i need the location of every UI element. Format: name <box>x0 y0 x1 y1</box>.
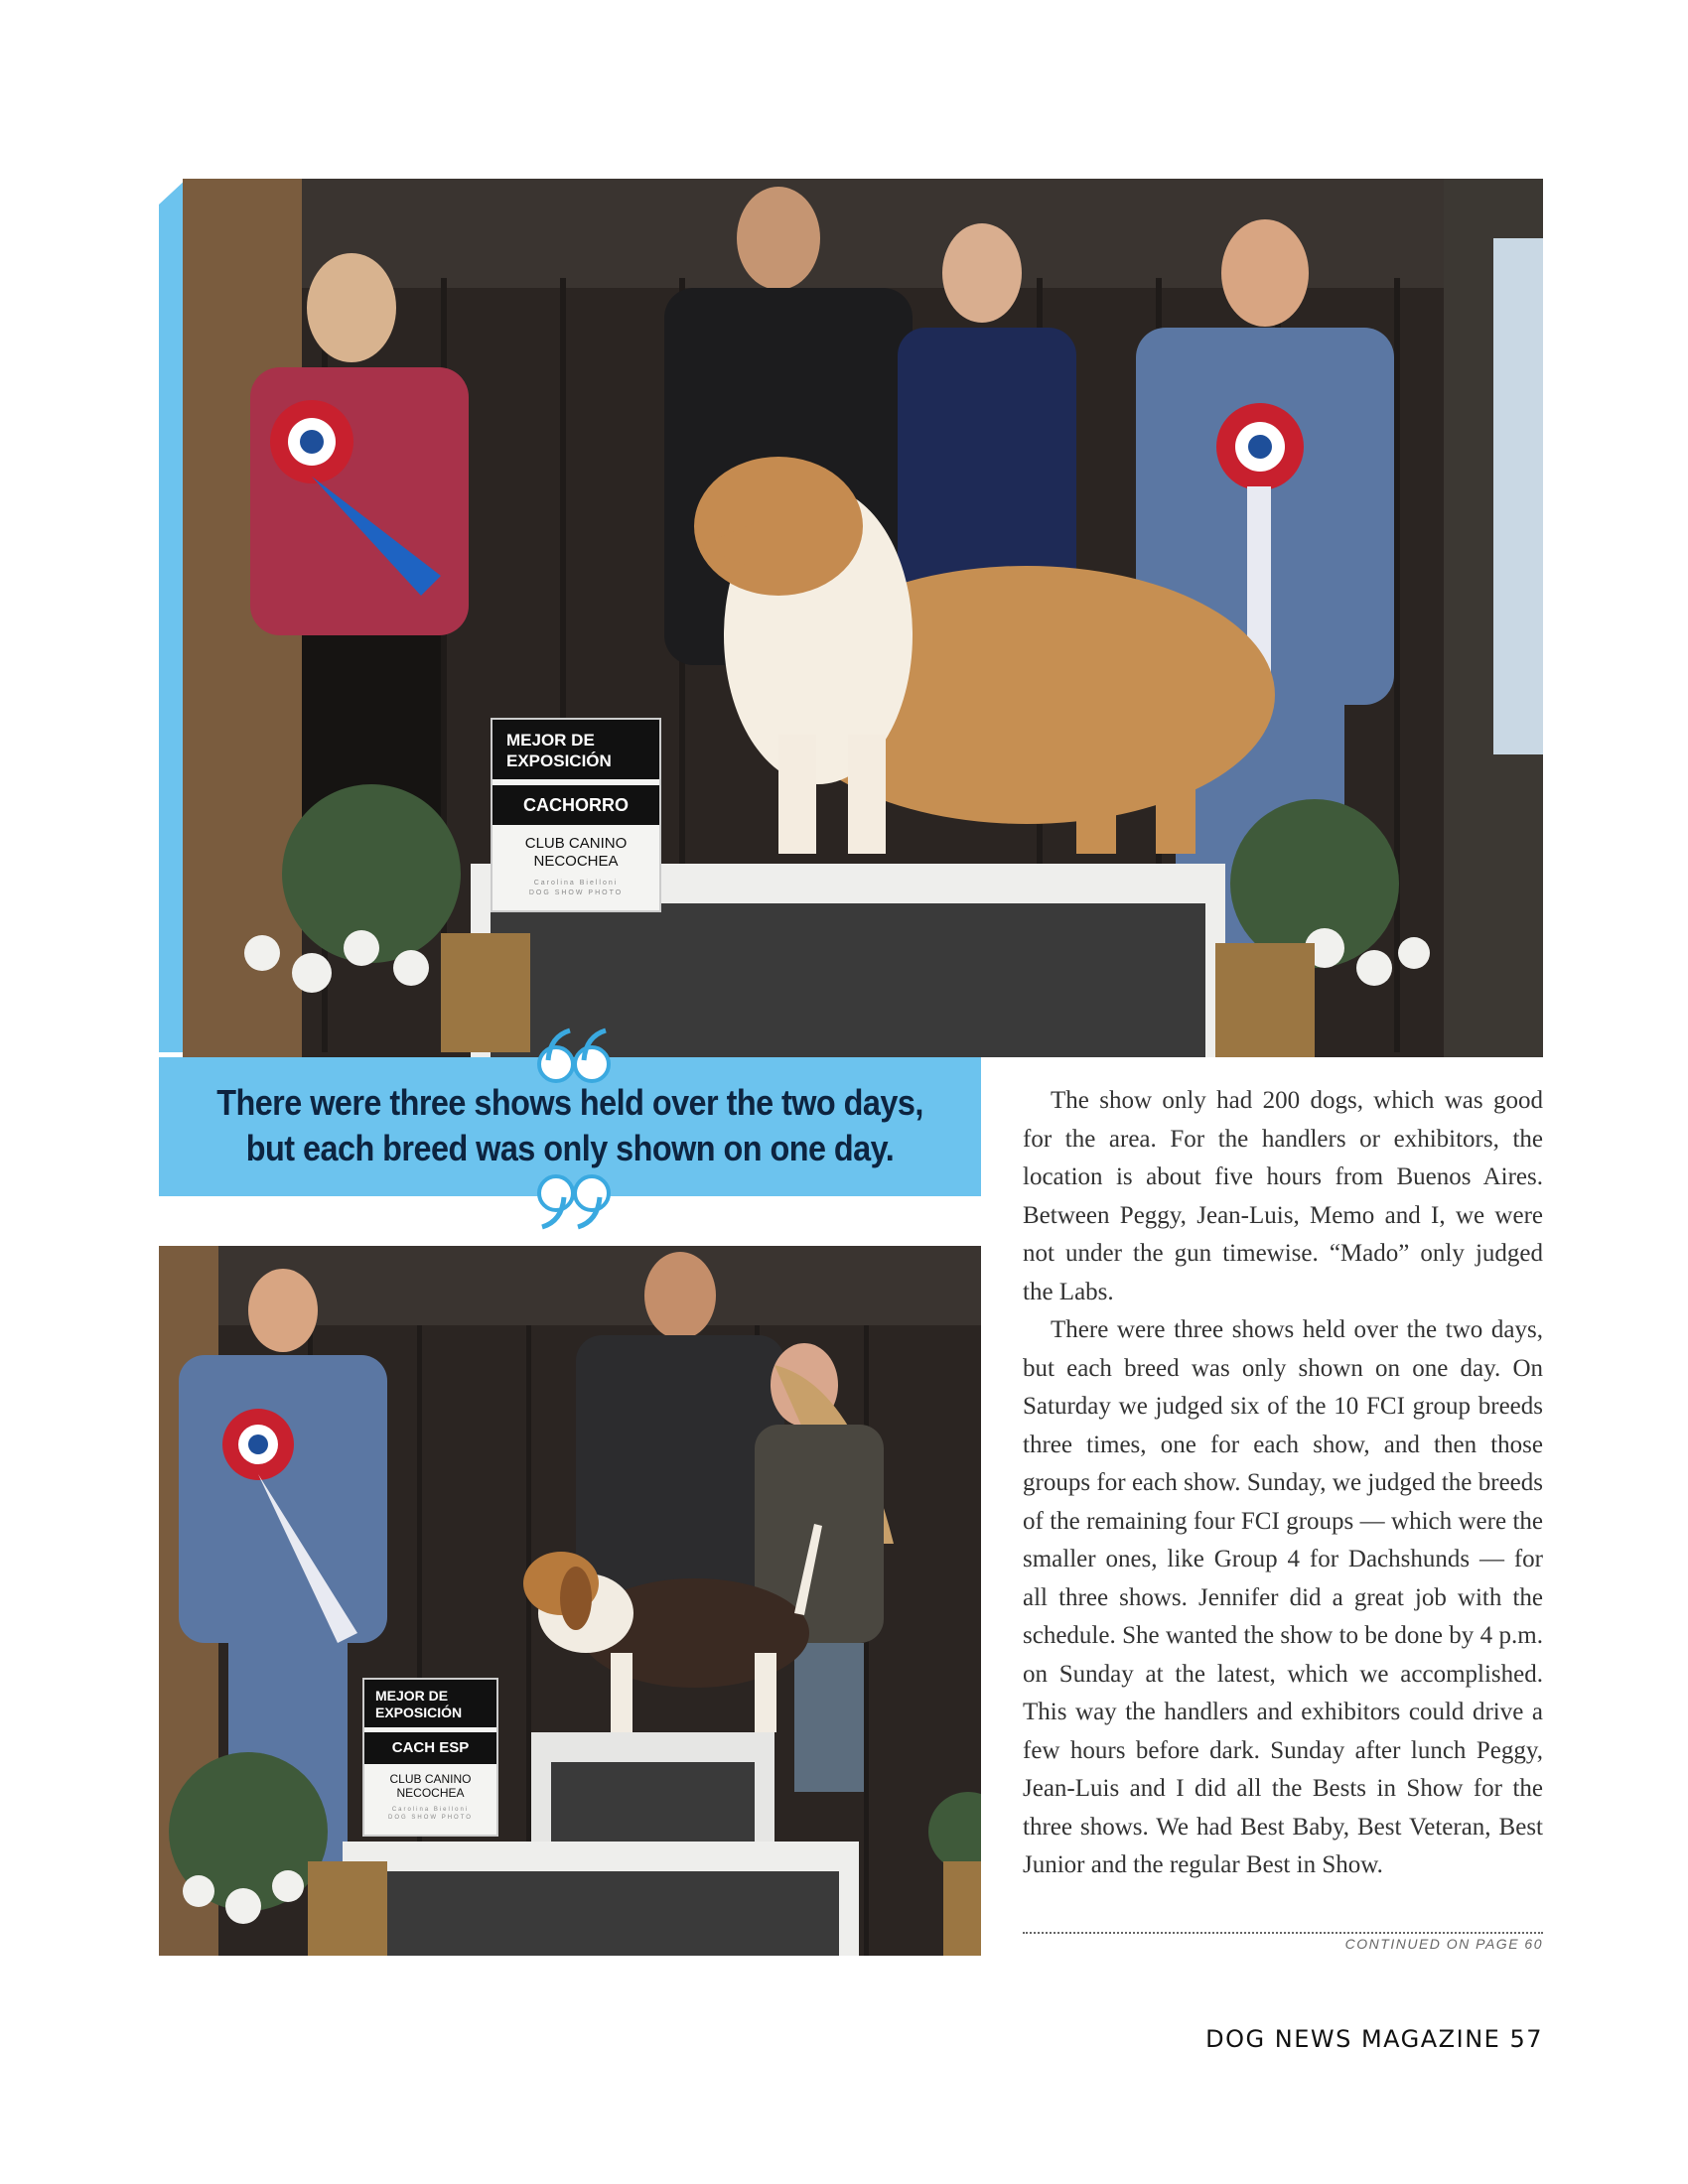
body-paragraph: There were three shows held over the two days, but each breed was only shown on one day. On Saturday we judged six of the 10 FCI group breeds three times, one for each show, and then those groups for each show. Sunday, we judged the breeds of the remaining four FCI groups — which were the smaller ones, like Group 4 for Dachshunds — for all three shows. Jennifer did a great job with the schedule. She wanted the show to be done by 4 p.m. on Sunday at the latest, which we accomplished. This way the handlers and exhibitors could drive a few hours before dark. Sunday after lunch Peggy, Jean-Luis and I did all the Bests in Show for the three shows. We had Best Baby, Best Veteran, Best Junior and the regular Best in Show. <box>1023 1316 1543 1878</box>
sign-club-line-1: CLUB CANINO <box>524 835 628 852</box>
photo-top-illustration <box>183 179 1543 1057</box>
sign-award: CACHORRO <box>492 785 659 825</box>
sign-club-line-1: CLUB CANINO <box>389 1772 472 1786</box>
pull-quote-text: There were three shows held over the two days, but each breed was only shown on one day. <box>216 1082 923 1168</box>
open-quote-icon <box>534 1024 614 1084</box>
sign-line-2: EXPOSICIÓN <box>506 751 612 770</box>
sign-line-1: MEJOR DE <box>375 1688 449 1704</box>
body-paragraph: The show only had 200 dogs, which was good for the area. For the handlers or exhibitors, the location is about five hours from Buenos Aires. Between Peggy, Jean-Luis, Memo and I, we were not under the gun timewise. “Mado” only judged the Labs. <box>1023 1087 1543 1305</box>
photo-bottom-illustration <box>159 1246 981 1956</box>
sign-line-2: EXPOSICIÓN <box>375 1705 463 1720</box>
close-quote-icon <box>534 1173 614 1233</box>
photo-beagle-puppy-win <box>159 1246 981 1956</box>
award-sign <box>491 718 661 912</box>
sign-credit-line-2: DOG SHOW PHOTO <box>388 1815 473 1821</box>
article-body <box>1023 1082 1543 1885</box>
sign-club-line-2: NECOCHEA <box>533 853 619 870</box>
sign-award: CACH ESP <box>364 1732 496 1764</box>
sign-credit-line-2: DOG SHOW PHOTO <box>528 889 624 896</box>
sign-line-1: MEJOR DE <box>506 731 595 750</box>
award-sign <box>362 1678 498 1837</box>
sign-club-line-2: NECOCHEA <box>396 1786 465 1800</box>
sign-credit-line-1: Carolina Bielloni <box>391 1807 470 1813</box>
dotted-rule <box>1023 1932 1543 1934</box>
page-folio: DOG NEWS MAGAZINE 57 <box>1205 2025 1543 2053</box>
photo-sheltie-puppy-win <box>183 179 1543 1057</box>
continued-link[interactable]: CONTINUED ON PAGE 60 <box>1344 1936 1543 1952</box>
sign-credit-line-1: Carolina Bielloni <box>533 880 619 887</box>
